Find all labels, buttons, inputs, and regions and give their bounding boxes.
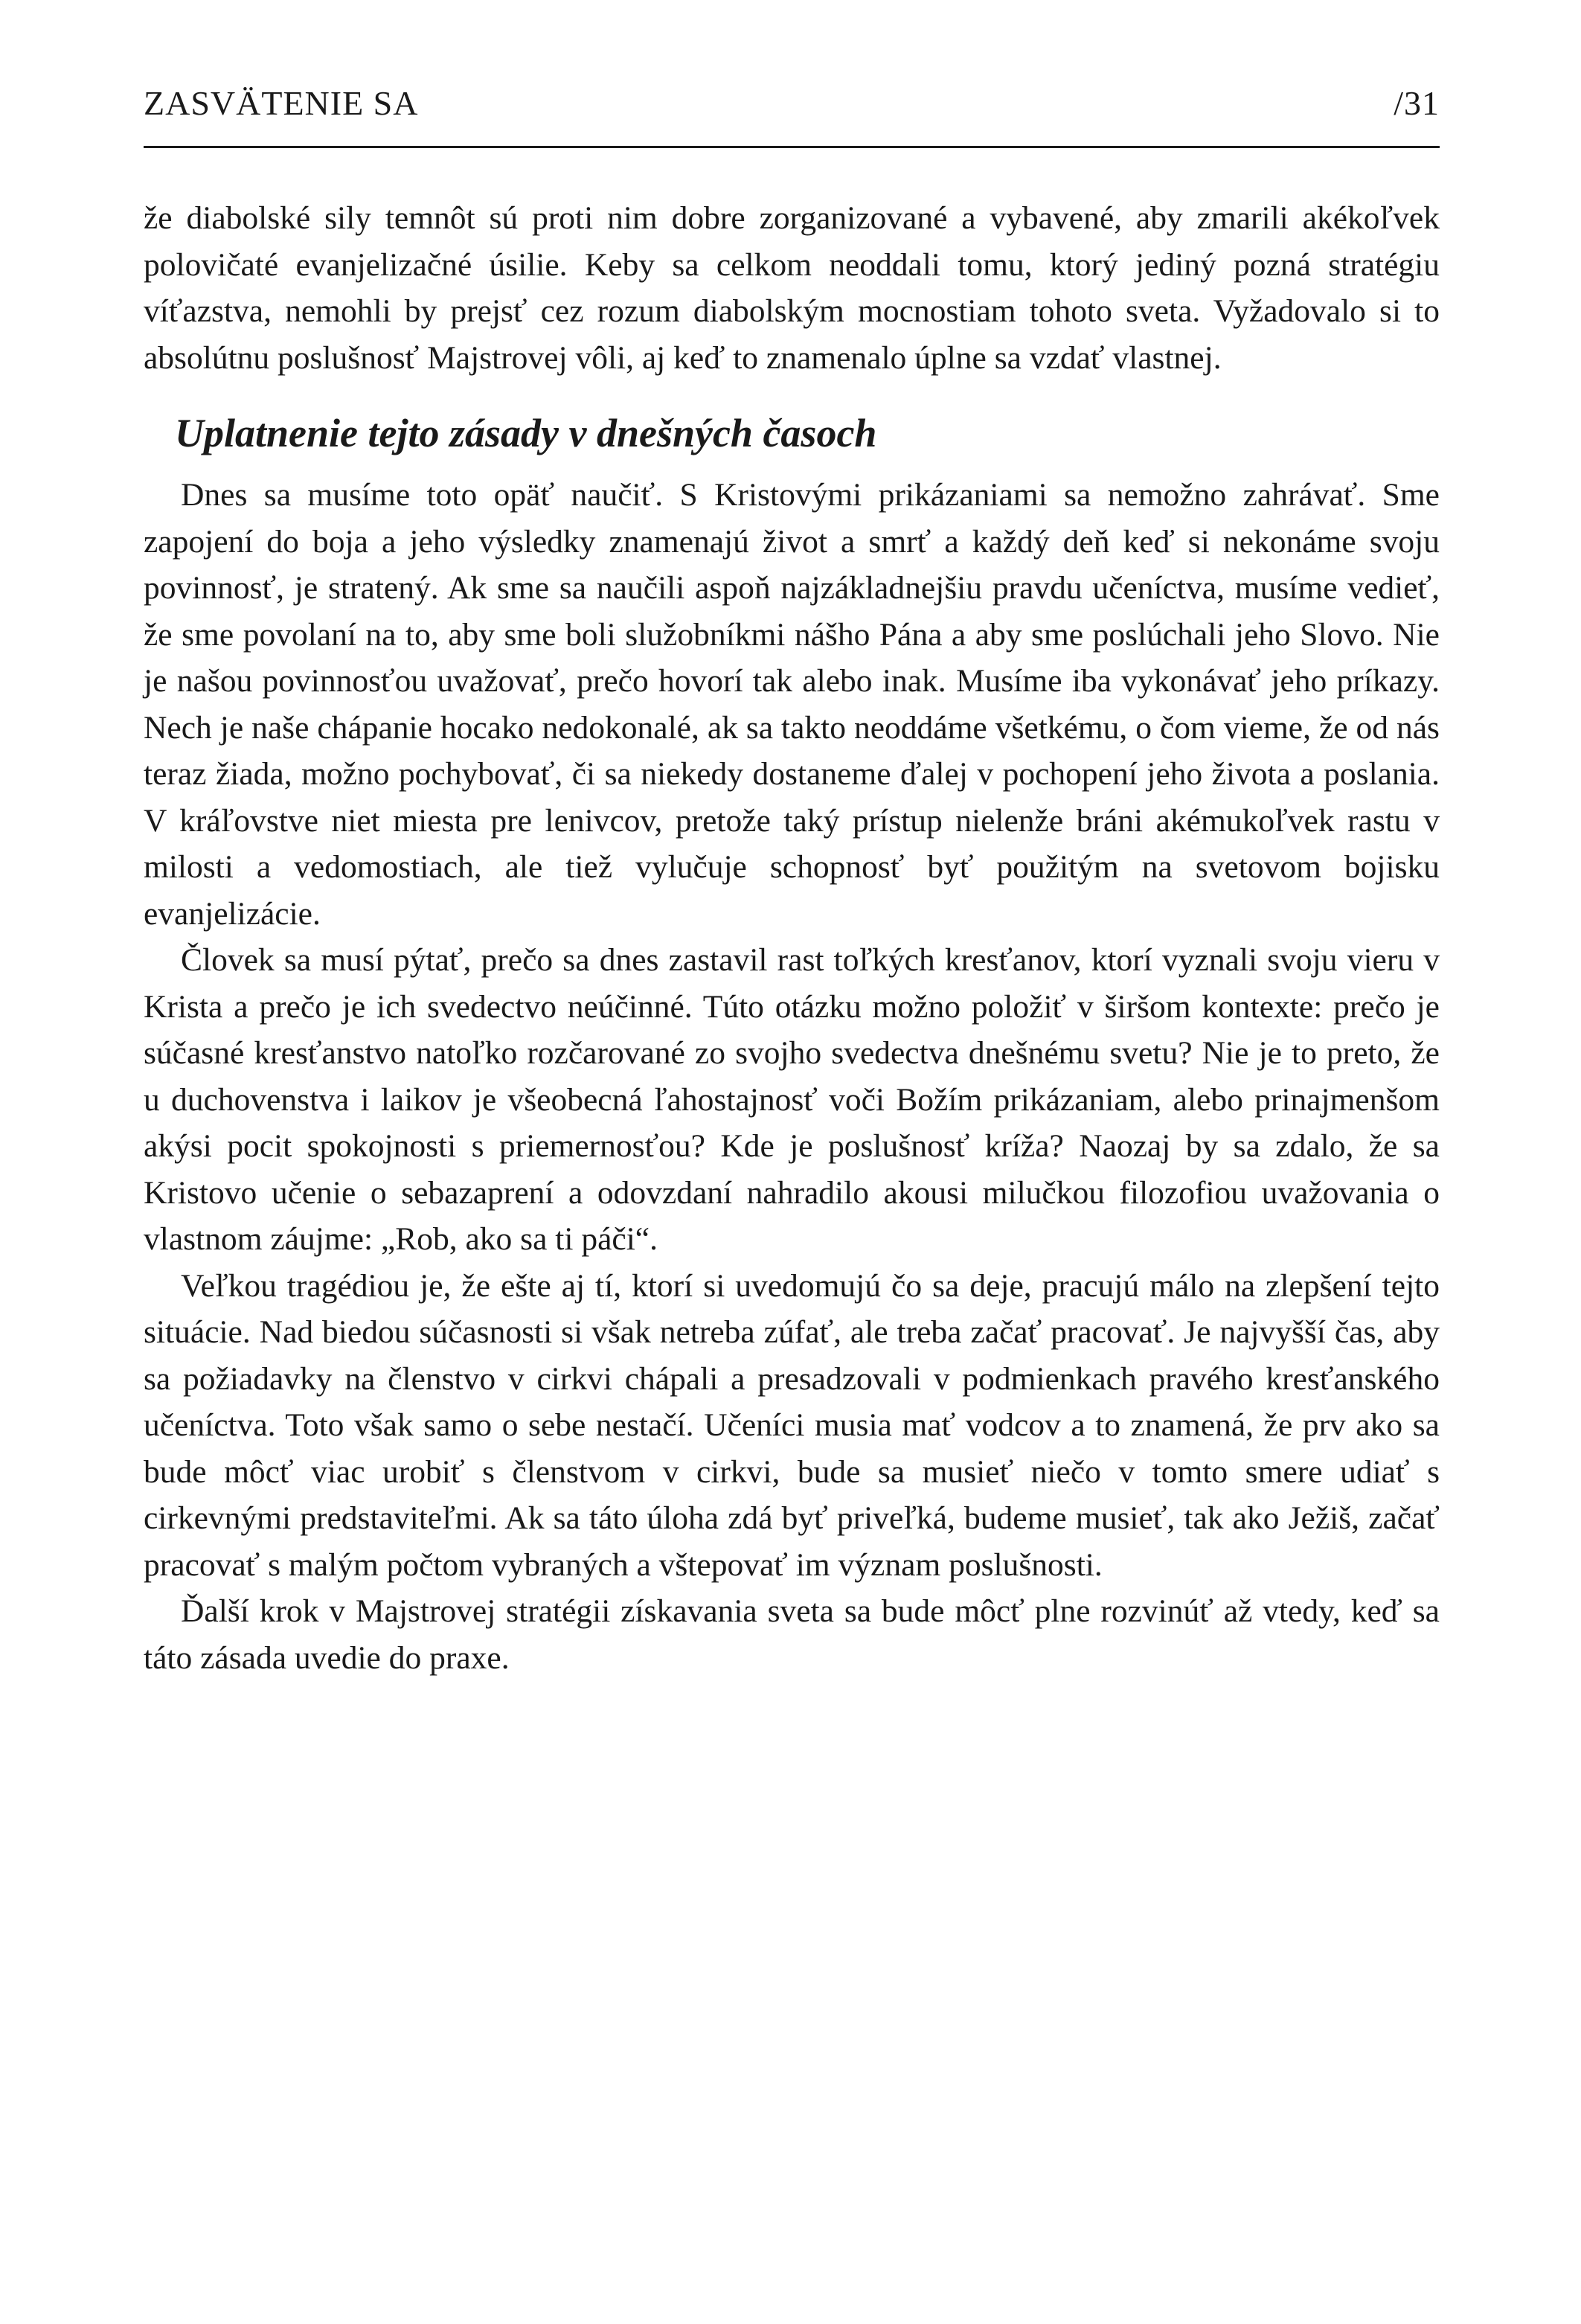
paragraph-1: Dnes sa musíme toto opäť naučiť. S Kristovými prikázaniami sa nemožno zahrávať. Sme zapojení do boja a jeho výsledky znamenajú život a smrť a každý deň keď si nekonáme svoju povinnosť, je stratený. Ak sme sa naučili aspoň najzákladnejšiu pravdu učeníctva, musíme vedieť, že sme povolaní na to, aby sme boli služobníkmi nášho Pána a aby sme poslúchali jeho Slovo. Nie je našou povinnosťou uvažovať, prečo hovorí tak alebo inak. Musíme iba vykonávať jeho príkazy. Nech je naše chápanie hocako nedokonalé, ak sa takto neoddáme všetkému, o čom vieme, že od nás teraz žiada, možno pochybovať, či sa niekedy dostaneme ďalej v pochopení jeho života a poslania. V kráľovstve niet miesta pre lenivcov, pretože taký prístup nielenže bráni akémukoľvek rastu v milosti a vedomostiach, ale tiež vylučuje schopnosť byť použitým na svetovom bojisku evanjelizácie. <box>144 477 1440 932</box>
running-title: ZASVÄTENIE SA <box>144 84 419 122</box>
page-header <box>144 83 1440 135</box>
paragraph-continued: že diabolské sily temnôt sú proti nim dobre zorganizované a vybavené, aby zmarili akékoľvek polovičaté evanjelizačné úsilie. Keby sa celkom neoddali tomu, ktorý jediný pozná stratégiu víťazstva, nemohli by prejsť cez rozum diabolským mocnostiam tohoto sveta. Vyžadovalo si to absolútnu poslušnosť Majstrovej vôli, aj keď to znamenalo úplne sa vzdať vlastnej. <box>144 200 1440 376</box>
page-number: /31 <box>1394 84 1440 122</box>
paragraph-3: Veľkou tragédiou je, že ešte aj tí, ktorí si uvedomujú čo sa deje, pracujú málo na zlepšení tejto situácie. Nad biedou súčasnosti si však netreba zúfať, ale treba začať pracovať. Je najvyšší čas, aby sa požiadavky na členstvo v cirkvi chápali a presadzovali v podmienkach pravého kresťanského učeníctva. Toto však samo o sebe nestačí. Učeníci musia mať vodcov a to znamená, že prv ako sa bude môcť viac urobiť s členstvom v cirkvi, bude sa musieť niečo v tomto smere udiať s cirkevnými predstaviteľmi. Ak sa táto úloha zdá byť priveľká, budeme musieť, tak ako Ježiš, začať pracovať s malým počtom vybraných a vštepovať im význam poslušnosti. <box>144 1267 1440 1583</box>
header-rule <box>144 146 1440 148</box>
paragraph-4: Ďalší krok v Majstrovej stratégii získavania sveta sa bude môcť plne rozvinúť až vtedy, keď sa táto zásada uvedie do praxe. <box>144 1593 1440 1676</box>
section-heading: Uplatnenie tejto zásady v dnešných časoch <box>175 411 877 455</box>
page-body <box>144 195 1440 1681</box>
paragraph-2: Človek sa musí pýtať, prečo sa dnes zastavil rast toľkých kresťanov, ktorí vyznali svoju vieru v Krista a prečo je ich svedectvo neúčinné. Túto otázku možno položiť v širšom kontexte: prečo je súčasné kresťanstvo natoľko rozčarované zo svojho svedectva dnešnému svetu? Nie je to preto, že u duchovenstva i laikov je všeobecná ľahostajnosť voči Božím prikázaniam, alebo prinajmenšom akýsi pocit spokojnosti s priemernosťou? Kde je poslušnosť kríža? Naozaj by sa zdalo, že sa Kristovo učenie o sebazaprení a odovzdaní nahradilo akousi milučkou filozofiou uvažovania o vlastnom záujme: „Rob, ako sa ti páči“. <box>144 942 1440 1257</box>
